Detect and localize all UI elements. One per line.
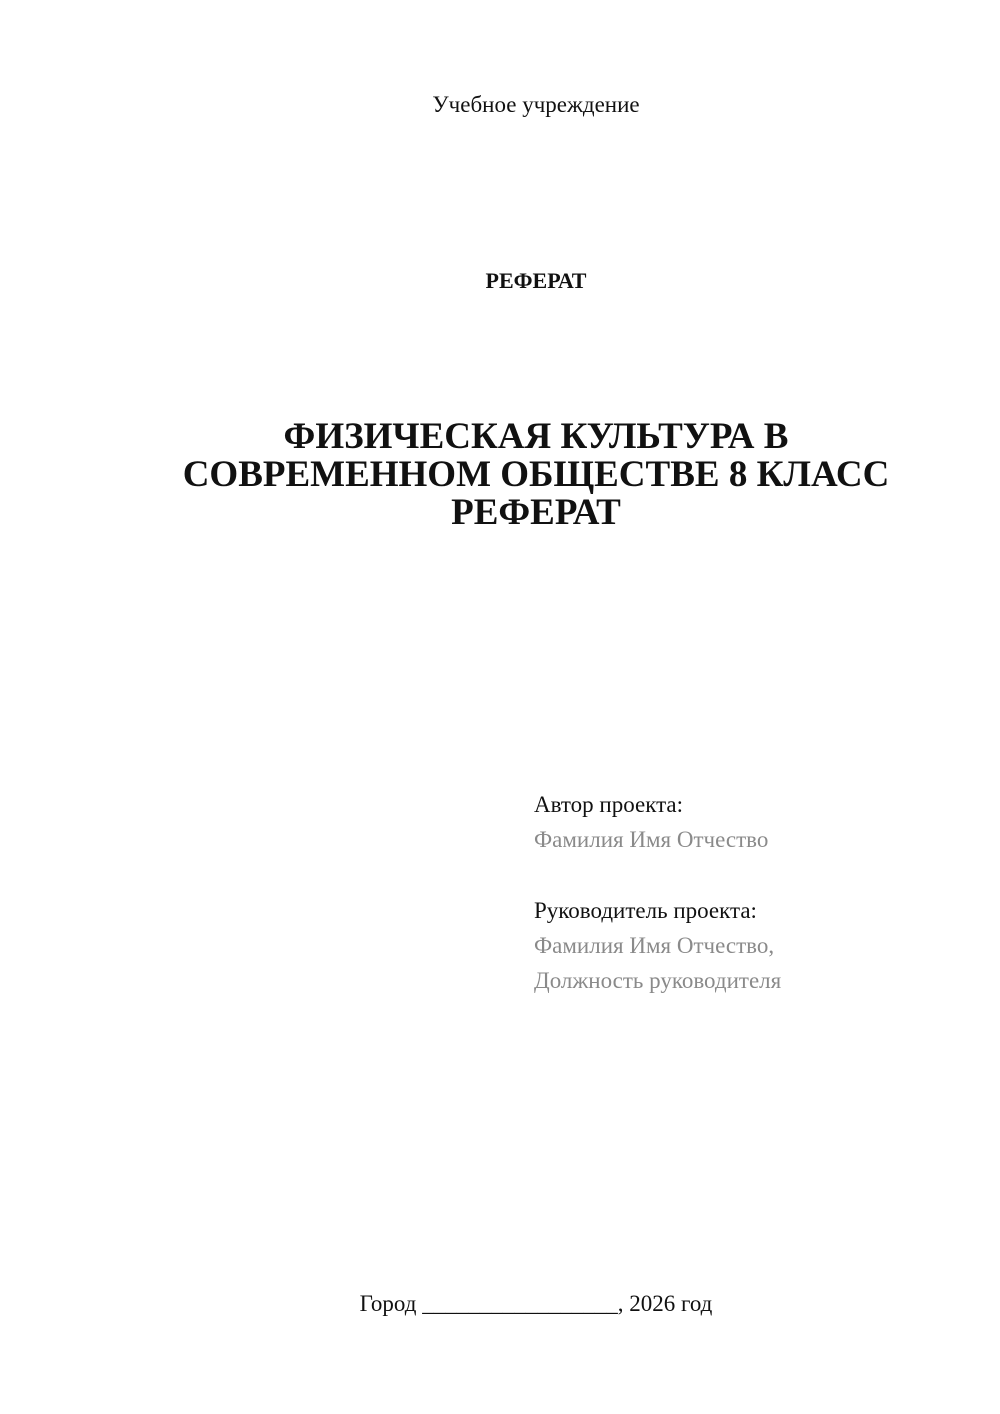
supervisor-label: Руководитель проекта: [534, 898, 757, 923]
document-type: РЕФЕРАТ [485, 268, 587, 293]
supervisor-position: Должность руководителя [534, 968, 782, 993]
institution-name: Учебное учреждение [432, 92, 640, 117]
document-title [150, 418, 922, 532]
title-line-3: РЕФЕРАТ [451, 492, 621, 533]
author-name: Фамилия Имя Отчество [534, 827, 769, 852]
author-label: Автор проекта: [534, 792, 683, 817]
credits-spacer [534, 857, 974, 893]
credits-block [534, 787, 974, 998]
title-line-1: ФИЗИЧЕСКАЯ КУЛЬТУРА В [283, 416, 789, 457]
title-line-2: СОВРЕМЕННОМ ОБЩЕСТВЕ 8 КЛАСС [182, 454, 890, 495]
city-year-line: Город _________________, 2026 год [359, 1291, 713, 1316]
supervisor-name: Фамилия Имя Отчество, [534, 933, 775, 958]
